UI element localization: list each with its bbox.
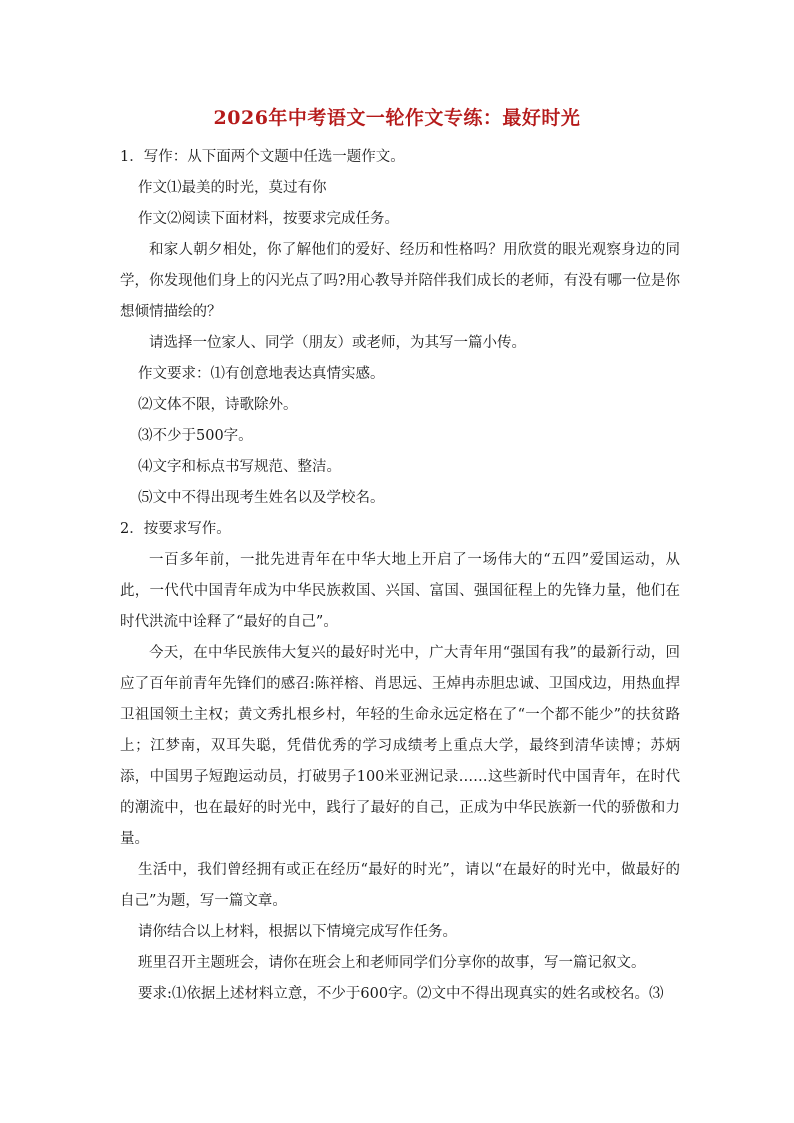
question-2-paragraph-3: 生活中，我们曾经拥有或正在经历“最好的时光”，请以“在最好的时光中，做最好的自己”为题，写一篇文章。 xyxy=(120,862,680,909)
question-2-paragraph-2: 今天，在中华民族伟大复兴的最好时光中，广大青年用“强国有我”的最新行动，回应了百年前青年先锋们的感召:陈祥榕、肖思远、王焯冉赤胆忠诚、卫国戍边，用热血捍卫祖国领土主权；黄文秀扎根乡村，年轻的生命永远定格在了“一个都不能少”的扶贫路上；江梦南，双耳失聪，凭借优秀的学习成绩考上重点大学，最终到清华读博；苏炳添，中国男子短跑运动员，打破男子100米亚洲记录……这些新时代中国青年，在时代的潮流中，也在最好的时光中，践行了最好的自己，正成为中华民族新一代的骄傲和力量。 xyxy=(120,645,680,847)
question-1-material: 和家人朝夕相处，你了解他们的爱好、经历和性格吗？用欣赏的眼光观察身边的同学，你发现他们身上的闪光点了吗?用心教导并陪伴我们成长的老师，有没有哪一位是你想倾情描绘的？ xyxy=(120,242,680,320)
question-2-paragraph-1: 一百多年前，一批先进青年在中华大地上开启了一场伟大的“五四”爱国运动，从此，一代代中国青年成为中华民族救国、兴国、富国、强国征程上的先锋力量，他们在时代洪流中诠释了“最好的自己”。 xyxy=(120,552,680,630)
question-2-paragraph-6: 要求:⑴依据上述材料立意，不少于600字。⑵文中不得出现真实的姓名或校名。⑶ xyxy=(138,986,664,1002)
question-2-heading: 2．按要求写作。 xyxy=(120,521,231,537)
document-body xyxy=(120,142,680,1010)
question-1-requirement-5: ⑸文中不得出现考生姓名以及学校名。 xyxy=(138,490,385,506)
question-1-requirement-2: ⑵文体不限，诗歌除外。 xyxy=(138,397,298,413)
question-1-heading: 1．写作：从下面两个文题中任选一题作文。 xyxy=(120,149,405,165)
question-1-requirement-3: ⑶不少于500字。 xyxy=(138,428,253,444)
question-2-paragraph-4: 请你结合以上材料，根据以下情境完成写作任务。 xyxy=(138,924,457,940)
document-title: 2026年中考语文一轮作文专练：最好时光 xyxy=(213,107,581,129)
question-1-option-1: 作文⑴最美的时光，莫过有你 xyxy=(138,180,327,196)
question-1-option-2: 作文⑵阅读下面材料，按要求完成任务。 xyxy=(138,211,399,227)
question-1-requirement-1: 作文要求：⑴有创意地表达真情实感。 xyxy=(138,366,385,382)
question-2-paragraph-5: 班里召开主题班会，请你在班会上和老师同学们分享你的故事，写一篇记叙文。 xyxy=(138,955,646,971)
question-1-requirement-4: ⑷文字和标点书写规范、整洁。 xyxy=(138,459,341,475)
question-1-task: 请选择一位家人、同学（朋友）或老师，为其写一篇小传。 xyxy=(149,335,526,351)
